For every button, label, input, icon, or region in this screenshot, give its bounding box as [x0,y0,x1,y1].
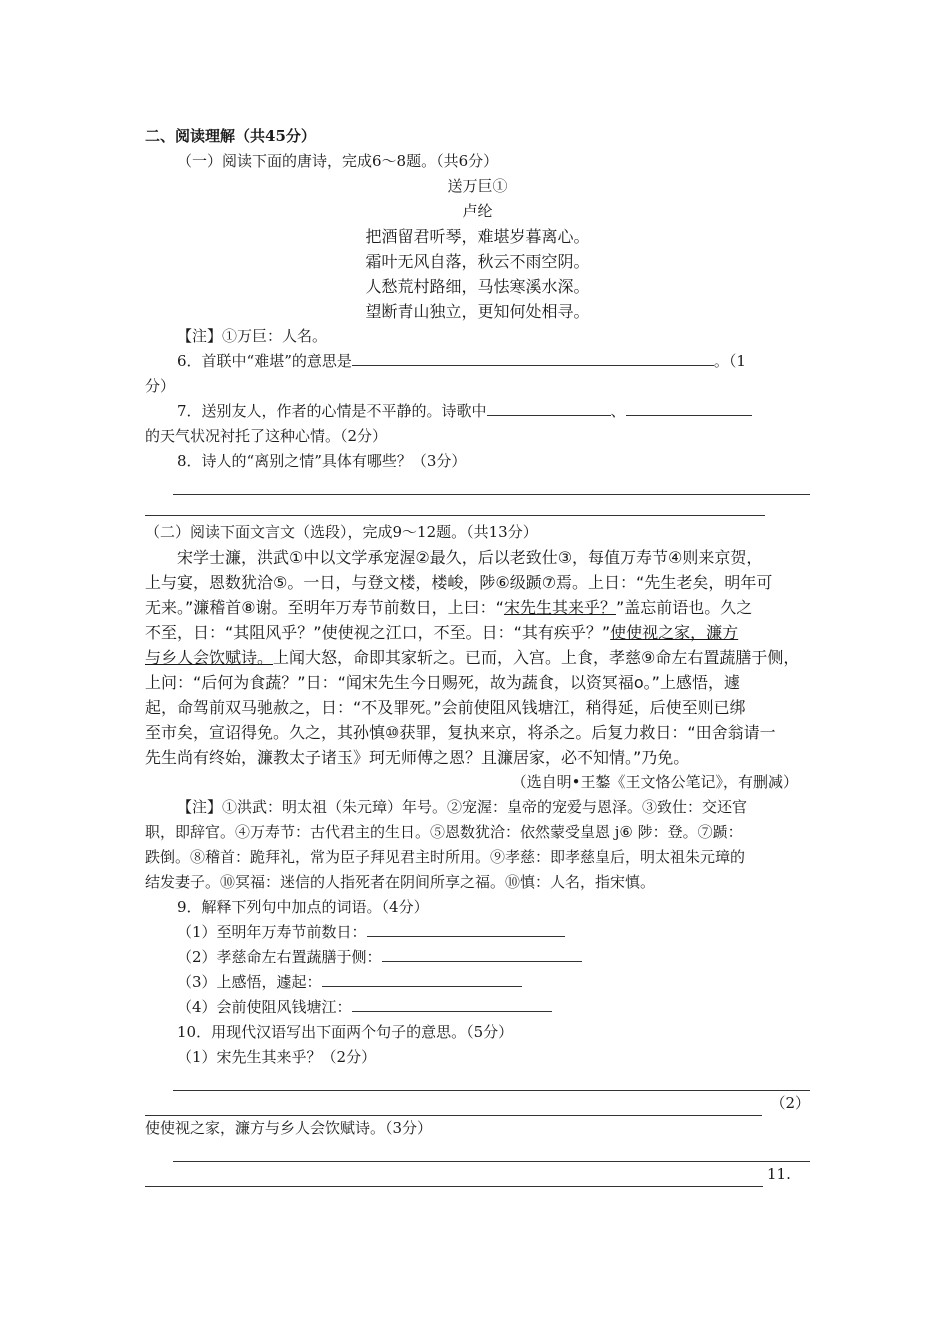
q9-item-text: （4）会前使阻风钱塘江： [177,998,352,1016]
poem-note: 【注】①万巨：人名。 [177,327,328,345]
answer-line-row [145,1091,810,1116]
answer-blank[interactable] [382,945,582,962]
passage-line: 先生尚有终始，濂教太子诸玉》珂无师傅之恩？且濂居家，必不知情。”乃免。 [145,748,690,767]
underlined-sentence: 与乡人会饮赋诗。 [145,648,274,667]
underlined-sentence: 宋先生其来乎？ [503,598,616,617]
q10-item: 使使视之家，濂方与乡人会饮赋诗。（3分） [145,1119,433,1137]
poem-line: 望断青山独立，更知何处相寻。 [365,302,590,321]
section-heading: 二、阅读理解（共45分） [145,127,316,145]
question-7 [145,399,810,424]
exam-page [145,124,810,1187]
question-6 [145,349,810,374]
passage-line: 上与宴，恩数犹洽⑤。一日，与登文楼，楼峻，陟⑥级踬⑦焉。上日：“先生老矣，明年可 [145,573,773,592]
poem-line: 霜叶无风自落，秋云不雨空阴。 [365,252,590,271]
q9-item [145,920,810,945]
q7-continued: 的天气状况衬托了这种心情。（2分） [145,427,388,445]
classical-passage [145,545,810,770]
q6-text-end: 。（1 [713,352,746,370]
q9-item [145,945,810,970]
poem-author: 卢纶 [462,202,493,220]
passage-text: 无来。”濂稽首⑧谢。至明年万寿节前数日，上曰：“ [145,598,504,617]
answer-blank[interactable] [626,399,752,416]
answer-line[interactable] [145,495,765,516]
answer-blank[interactable] [322,970,522,987]
q7-sep: 、 [610,402,626,420]
q6-continued: 分） [145,377,176,395]
poem-line: 人愁荒村路细，马怯寒溪水深。 [365,277,590,296]
q6-text: 6．首联中“难堪”的意思是 [177,352,352,370]
q9-item [145,970,810,995]
passage-text: ”盖忘前语也。久之 [615,598,753,617]
answer-blank[interactable] [367,920,565,937]
passage-line: 起，命驾前双马驰赦之，日：“不及罪死。”会前使阻风钱塘江，稍得延，后使至则已绑 [145,698,746,717]
poem-body [145,224,810,324]
passage-note: 结发妻子。⑩冥福：迷信的人指死者在阴间所享之福。⑩慎：人名，指宋慎。 [145,873,656,891]
part1-intro: （一）阅读下面的唐诗，完成6～8题。（共6分） [177,152,499,170]
question-8: 8．诗人的“离别之情”具体有哪些？（3分） [177,452,467,470]
passage-note: 跌倒。⑧稽首：跪拜礼，常为臣子拜见君主时所用。⑨孝慈：即孝慈皇后，明太祖朱元璋的 [145,848,746,866]
answer-line[interactable] [173,474,810,495]
q10-item-num: （2） [770,1094,810,1112]
answer-line-row [145,1162,810,1187]
passage-note: 【注】①洪武：明太祖（朱元璋）年号。②宠渥：皇帝的宠爱与恩泽。③致仕：交还官 [177,798,748,816]
q10-item: （1）宋先生其来乎？（2分） [177,1048,377,1066]
passage-line [145,620,810,645]
answer-line[interactable] [173,1141,810,1162]
answer-blank[interactable] [352,349,714,366]
question-9: 9．解释下列句中加点的词语。（4分） [177,898,429,916]
underlined-sentence: 使使视之家，濂方 [610,623,739,642]
passage-note: 职，即辞官。④万寿节：古代君主的生日。⑤恩数犹洽：依然蒙受皇恩 j⑥ 陟：登。⑦踬： [145,823,743,841]
passage-text: 上闻大怒，命即其家斩之。已而，入宫。上食，孝慈⑨命左右置蔬膳于侧， [273,648,800,667]
answer-line[interactable] [173,1070,810,1091]
q9-item-text: （1）至明年万寿节前数日： [177,923,367,941]
passage-line [145,595,810,620]
poem-title: 送万巨① [447,177,508,195]
passage-line: 至市矣，宣诏得免。久之，其孙慎⑩获罪，复执来京，将杀之。后复力救日：“田舍翁请一 [145,723,776,742]
q9-item-text: （2）孝慈命左右置蔬膳于侧： [177,948,382,966]
answer-blank[interactable] [145,1168,763,1187]
passage-text: 不至，日：“其阻风乎？”使使视之江口，不至。日：“其有疾乎？” [145,623,611,642]
q9-item-text: （3）上感悟，遽起： [177,973,322,991]
answer-blank[interactable] [145,1097,762,1116]
q7-text: 7．送别友人，作者的心情是不平静的。诗歌中 [177,402,487,420]
passage-line [145,645,810,670]
q9-item [145,995,810,1020]
passage-source: （选自明•王鏊《王文恪公笔记》，有删减） [511,773,798,791]
answer-blank[interactable] [487,399,611,416]
passage-line: 上问：“后何为食蔬？”日：“闻宋先生今日赐死，故为蔬食，以资冥福o。”上感悟，遽 [145,673,740,692]
question-10: 10．用现代汉语写出下面两个句子的意思。（5分） [177,1023,514,1041]
poem-line: 把酒留君听琴，难堪岁暮离心。 [365,227,590,246]
question-11-num: 11. [767,1165,791,1183]
part2-intro: （二）阅读下面文言文（选段），完成9～12题。（共13分） [145,523,538,541]
answer-blank[interactable] [352,995,552,1012]
passage-line: 宋学士濂，洪武①中以文学承宠渥②最久，后以老致仕③，每值万寿节④则来京贺， [177,548,763,567]
